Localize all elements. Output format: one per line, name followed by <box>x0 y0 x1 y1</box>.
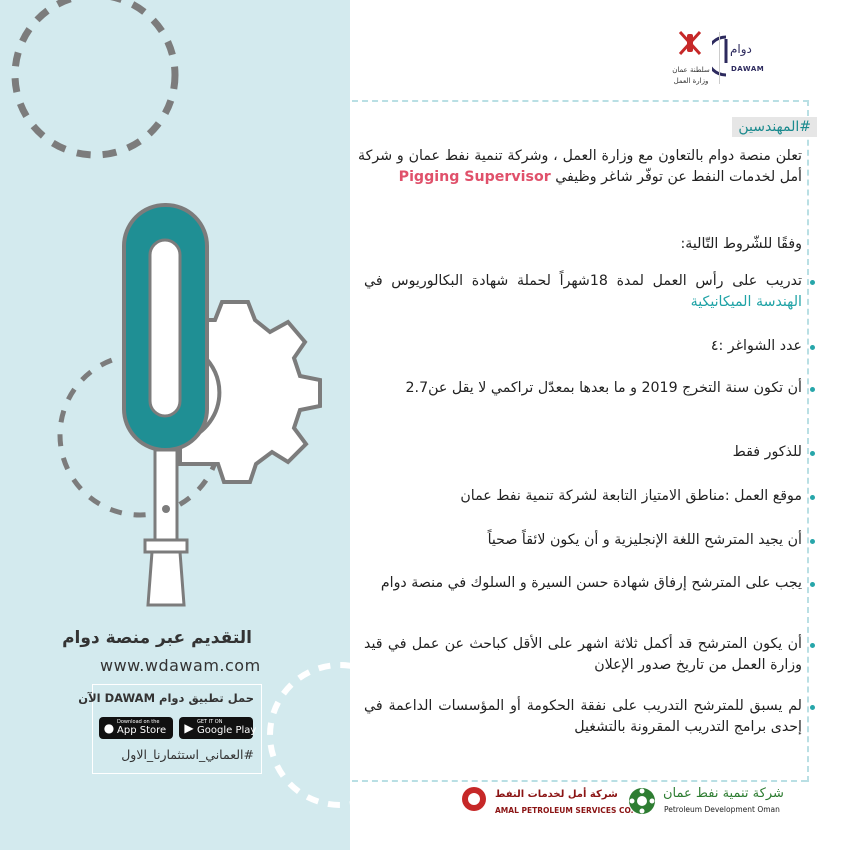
google-play-label: Google Play <box>197 725 257 736</box>
dawam-en-label: DAWAM <box>731 65 765 73</box>
pigging-tool-icon <box>124 205 207 605</box>
amal-company-en: AMAL PETROLEUM SERVICES CO. <box>495 806 634 815</box>
pdo-company-en: Petroleum Development Oman <box>664 805 780 814</box>
download-box <box>78 684 262 774</box>
dashed-circle-top <box>15 0 175 155</box>
condition-item: يجب على المترشح إرفاق شهادة حسن السيرة و السلوك في منصة دوام <box>364 573 802 594</box>
dawam-ar-label: دوام <box>730 42 752 56</box>
condition-item: للذكور فقط <box>364 442 802 463</box>
hashtag-badge: #المهندسين <box>732 117 817 137</box>
play-icon: ▶ <box>184 721 194 735</box>
ministry-line2: وزارة العمل <box>673 77 709 85</box>
website-link[interactable]: www.wdawam.com <box>100 656 261 675</box>
pdo-company-ar: شركة تنمية نفط عمان <box>663 786 784 801</box>
google-play-button[interactable] <box>179 717 257 739</box>
left-panel <box>0 0 350 850</box>
oman-emblem-icon <box>676 28 704 58</box>
condition-item <box>364 271 802 313</box>
amal-logo-icon <box>460 785 488 813</box>
condition-item: أن يكون المترشح قد أكمل ثلاثة اشهر على الأقل كباحث عن عمل في قيد وزارة العمل من تاريخ صدور الإعلان <box>364 634 802 676</box>
content-frame-bottom <box>352 780 807 782</box>
condition-item: موقع العمل :مناطق الامتياز التابعة لشركة تنمية نفط عمان <box>364 486 802 507</box>
apple-icon: ● <box>103 721 115 735</box>
job-title: Pigging Supervisor <box>398 169 551 185</box>
ministry-line1: سلطنة عمان <box>672 66 710 74</box>
campaign-hashtag: #العماني_استثمارنا_الاول <box>121 747 254 762</box>
logo-divider <box>719 32 720 84</box>
app-store-label: App Store <box>117 725 167 736</box>
condition-item: لم يسبق للمترشح التدريب على نفقة الحكومة أو المؤسسات الداعمة في إحدى برامج التدريب المقرونة بالتشغيل <box>364 696 802 738</box>
dashed-circle-bottom <box>270 665 350 805</box>
condition-item: عدد الشواغر :٤ <box>364 336 802 357</box>
download-text: حمل تطبيق دوام DAWAM الآن <box>78 691 254 705</box>
apply-title: التقديم عبر منصة دوام <box>62 628 252 648</box>
app-store-small-label: Download on the <box>117 719 160 725</box>
amal-company-ar: شركة أمل لخدمات النفط <box>495 789 618 800</box>
content-frame-top-right <box>352 100 809 782</box>
condition-item: أن يجيد المترشح اللغة الإنجليزية و أن يكون لائقاً صحياً <box>364 530 802 551</box>
condition-text: تدريب على رأس العمل لمدة 18شهراً لحملة شهادة البكالوريوس في <box>364 273 802 289</box>
pdo-logo-icon <box>627 786 657 816</box>
intro-paragraph <box>358 146 802 188</box>
conditions-title: وفقًا للشّروط التّالية: <box>680 236 802 252</box>
intro-text: تعلن منصة دوام بالتعاون مع وزارة العمل ، وشركة تنمية نفط عمان و شركة أمل لخدمات النفط عن توفّر شاغر وظيفي <box>358 148 802 185</box>
major-highlight: الهندسة الميكانيكية <box>690 294 802 310</box>
condition-item: أن تكون سنة التخرج 2019 و ما بعدها بمعدّل تراكمي لا يقل عن2.7 <box>364 378 802 399</box>
app-store-button[interactable] <box>99 717 173 739</box>
google-play-small-label: GET IT ON <box>197 719 223 725</box>
